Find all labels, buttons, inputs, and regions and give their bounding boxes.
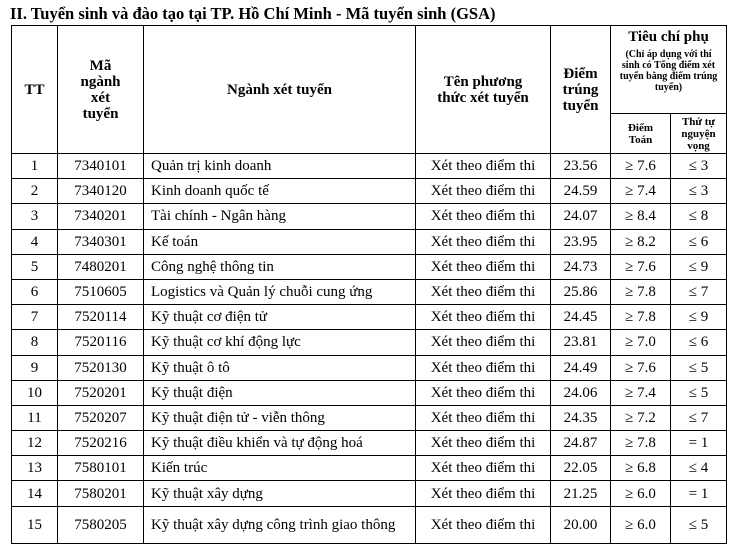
row-nganh: Kiến trúc	[144, 456, 416, 481]
row-diem: 24.07	[551, 204, 611, 229]
table-row	[12, 506, 727, 543]
row-nganh: Kỹ thuật điều khiển và tự động hoá	[144, 431, 416, 456]
row-thu-tu: ≤ 7	[671, 405, 727, 430]
table-row	[12, 456, 727, 481]
row-diem: 23.95	[551, 229, 611, 254]
row-tt: 4	[12, 229, 58, 254]
row-diem: 23.56	[551, 154, 611, 179]
row-ma-nganh: 7520207	[58, 405, 144, 430]
header-tt: TT	[12, 26, 58, 154]
row-diem-toan: ≥ 8.2	[611, 229, 671, 254]
row-diem-toan: ≥ 7.8	[611, 431, 671, 456]
row-phuong-thuc: Xét theo điểm thi	[416, 431, 551, 456]
table-row	[12, 154, 727, 179]
header-diem-toan	[611, 114, 671, 154]
row-thu-tu: ≤ 6	[671, 330, 727, 355]
row-thu-tu: ≤ 7	[671, 279, 727, 304]
row-tt: 12	[12, 431, 58, 456]
row-thu-tu: ≤ 5	[671, 380, 727, 405]
header-tieu-chi	[611, 26, 727, 114]
table-row	[12, 254, 727, 279]
row-diem-toan: ≥ 7.4	[611, 380, 671, 405]
row-ma-nganh: 7580205	[58, 506, 144, 543]
row-tt: 11	[12, 405, 58, 430]
row-ma-nganh: 7580201	[58, 481, 144, 506]
row-diem-toan: ≥ 6.0	[611, 481, 671, 506]
row-phuong-thuc: Xét theo điểm thi	[416, 405, 551, 430]
header-ma-line: xét	[90, 89, 111, 106]
row-phuong-thuc: Xét theo điểm thi	[416, 254, 551, 279]
table-row	[12, 229, 727, 254]
header-tieu-chi-note: (Chỉ áp dụng với thí	[625, 49, 712, 60]
row-phuong-thuc: Xét theo điểm thi	[416, 506, 551, 543]
row-ma-nganh: 7340101	[58, 154, 144, 179]
row-thu-tu: = 1	[671, 431, 727, 456]
header-thu-tu	[671, 114, 727, 154]
row-tt: 5	[12, 254, 58, 279]
header-ma-line: Mã	[89, 57, 112, 74]
row-ma-nganh: 7520114	[58, 305, 144, 330]
header-nv-line: vọng	[687, 139, 710, 152]
header-ma-line: tuyển	[82, 105, 119, 122]
header-nv-line: Thứ tự	[681, 115, 716, 128]
row-ma-nganh: 7340201	[58, 204, 144, 229]
row-diem-toan: ≥ 7.6	[611, 355, 671, 380]
row-phuong-thuc: Xét theo điểm thi	[416, 179, 551, 204]
row-tt: 13	[12, 456, 58, 481]
row-diem: 24.45	[551, 305, 611, 330]
row-nganh: Kỹ thuật điện tử - viễn thông	[144, 405, 416, 430]
row-diem-toan: ≥ 7.8	[611, 305, 671, 330]
table-row	[12, 355, 727, 380]
row-ma-nganh: 7520216	[58, 431, 144, 456]
row-thu-tu: ≤ 3	[671, 179, 727, 204]
row-diem: 24.49	[551, 355, 611, 380]
row-phuong-thuc: Xét theo điểm thi	[416, 305, 551, 330]
row-diem-toan: ≥ 7.6	[611, 154, 671, 179]
header-pt-line: thức xét tuyển	[437, 89, 529, 106]
row-nganh: Kỹ thuật xây dựng	[144, 481, 416, 506]
row-nganh: Kỹ thuật điện	[144, 380, 416, 405]
header-nganh: Ngành xét tuyển	[144, 26, 416, 154]
row-nganh: Tài chính - Ngân hàng	[144, 204, 416, 229]
header-ma-line: ngành	[80, 73, 121, 90]
row-diem-toan: ≥ 7.8	[611, 279, 671, 304]
row-diem-toan: ≥ 6.8	[611, 456, 671, 481]
header-tieu-chi-title: Tiêu chí phụ	[628, 29, 709, 45]
header-ma-nganh	[58, 26, 144, 154]
table-row	[12, 179, 727, 204]
row-thu-tu: ≤ 9	[671, 254, 727, 279]
row-phuong-thuc: Xét theo điểm thi	[416, 456, 551, 481]
header-toan-line: Toán	[628, 133, 653, 146]
header-diem	[551, 26, 611, 154]
row-nganh: Kế toán	[144, 229, 416, 254]
header-diem-line: trúng	[562, 81, 599, 98]
header-toan-line: Điểm	[627, 121, 654, 134]
table-row	[12, 330, 727, 355]
header-nv-line: nguyện	[681, 127, 716, 140]
row-ma-nganh: 7520130	[58, 355, 144, 380]
row-diem-toan: ≥ 7.6	[611, 254, 671, 279]
header-diem-line: Điểm	[563, 65, 598, 82]
header-tieu-chi-note: sinh có Tổng điểm xét	[621, 60, 716, 71]
row-phuong-thuc: Xét theo điểm thi	[416, 481, 551, 506]
row-thu-tu: ≤ 6	[671, 229, 727, 254]
row-ma-nganh: 7480201	[58, 254, 144, 279]
row-diem: 24.59	[551, 179, 611, 204]
row-tt: 7	[12, 305, 58, 330]
row-ma-nganh: 7340120	[58, 179, 144, 204]
row-diem: 20.00	[551, 506, 611, 543]
row-diem-toan: ≥ 7.0	[611, 330, 671, 355]
row-nganh: Kỹ thuật xây dựng công trình giao thông	[144, 506, 416, 543]
table-row	[12, 204, 727, 229]
table-row	[12, 481, 727, 506]
row-phuong-thuc: Xét theo điểm thi	[416, 355, 551, 380]
row-nganh: Logistics và Quản lý chuỗi cung ứng	[144, 279, 416, 304]
header-phuong-thuc	[416, 26, 551, 154]
row-nganh: Kinh doanh quốc tế	[144, 179, 416, 204]
row-tt: 2	[12, 179, 58, 204]
row-nganh: Kỹ thuật cơ điện tử	[144, 305, 416, 330]
table-row	[12, 431, 727, 456]
header-tieu-chi-note: tuyển bằng điểm trúng	[619, 71, 718, 82]
table-row	[12, 380, 727, 405]
row-diem: 24.06	[551, 380, 611, 405]
row-ma-nganh: 7340301	[58, 229, 144, 254]
row-thu-tu: ≤ 5	[671, 355, 727, 380]
row-ma-nganh: 7520201	[58, 380, 144, 405]
row-tt: 8	[12, 330, 58, 355]
header-diem-line: tuyển	[562, 97, 599, 114]
row-thu-tu: ≤ 3	[671, 154, 727, 179]
row-nganh: Kỹ thuật ô tô	[144, 355, 416, 380]
row-ma-nganh: 7510605	[58, 279, 144, 304]
row-diem: 25.86	[551, 279, 611, 304]
header-pt-line: Tên phương	[443, 73, 523, 90]
row-phuong-thuc: Xét theo điểm thi	[416, 380, 551, 405]
row-phuong-thuc: Xét theo điểm thi	[416, 229, 551, 254]
row-tt: 6	[12, 279, 58, 304]
row-phuong-thuc: Xét theo điểm thi	[416, 154, 551, 179]
row-diem: 22.05	[551, 456, 611, 481]
row-thu-tu: ≤ 9	[671, 305, 727, 330]
header-tieu-chi-note: tuyển)	[654, 82, 683, 93]
row-thu-tu: ≤ 5	[671, 506, 727, 543]
row-diem-toan: ≥ 8.4	[611, 204, 671, 229]
row-tt: 10	[12, 380, 58, 405]
row-nganh: Kỹ thuật cơ khí động lực	[144, 330, 416, 355]
row-phuong-thuc: Xét theo điểm thi	[416, 279, 551, 304]
table-row	[12, 279, 727, 304]
row-diem: 21.25	[551, 481, 611, 506]
row-diem: 23.81	[551, 330, 611, 355]
row-thu-tu: = 1	[671, 481, 727, 506]
row-tt: 1	[12, 154, 58, 179]
row-diem: 24.35	[551, 405, 611, 430]
row-diem-toan: ≥ 7.4	[611, 179, 671, 204]
row-nganh: Quản trị kinh doanh	[144, 154, 416, 179]
table-body	[12, 154, 727, 544]
table-header	[12, 26, 727, 154]
row-nganh: Công nghệ thông tin	[144, 254, 416, 279]
admission-table	[11, 25, 727, 544]
row-diem-toan: ≥ 7.2	[611, 405, 671, 430]
row-tt: 14	[12, 481, 58, 506]
row-tt: 3	[12, 204, 58, 229]
section-title: II. Tuyển sinh và đào tạo tại TP. Hồ Chí Minh - Mã tuyển sinh (GSA)	[10, 4, 496, 23]
row-diem: 24.73	[551, 254, 611, 279]
row-tt: 9	[12, 355, 58, 380]
row-diem-toan: ≥ 6.0	[611, 506, 671, 543]
row-phuong-thuc: Xét theo điểm thi	[416, 330, 551, 355]
row-ma-nganh: 7580101	[58, 456, 144, 481]
table-row	[12, 305, 727, 330]
table-row	[12, 405, 727, 430]
row-thu-tu: ≤ 4	[671, 456, 727, 481]
row-diem: 24.87	[551, 431, 611, 456]
row-thu-tu: ≤ 8	[671, 204, 727, 229]
row-phuong-thuc: Xét theo điểm thi	[416, 204, 551, 229]
row-ma-nganh: 7520116	[58, 330, 144, 355]
row-tt: 15	[12, 506, 58, 543]
